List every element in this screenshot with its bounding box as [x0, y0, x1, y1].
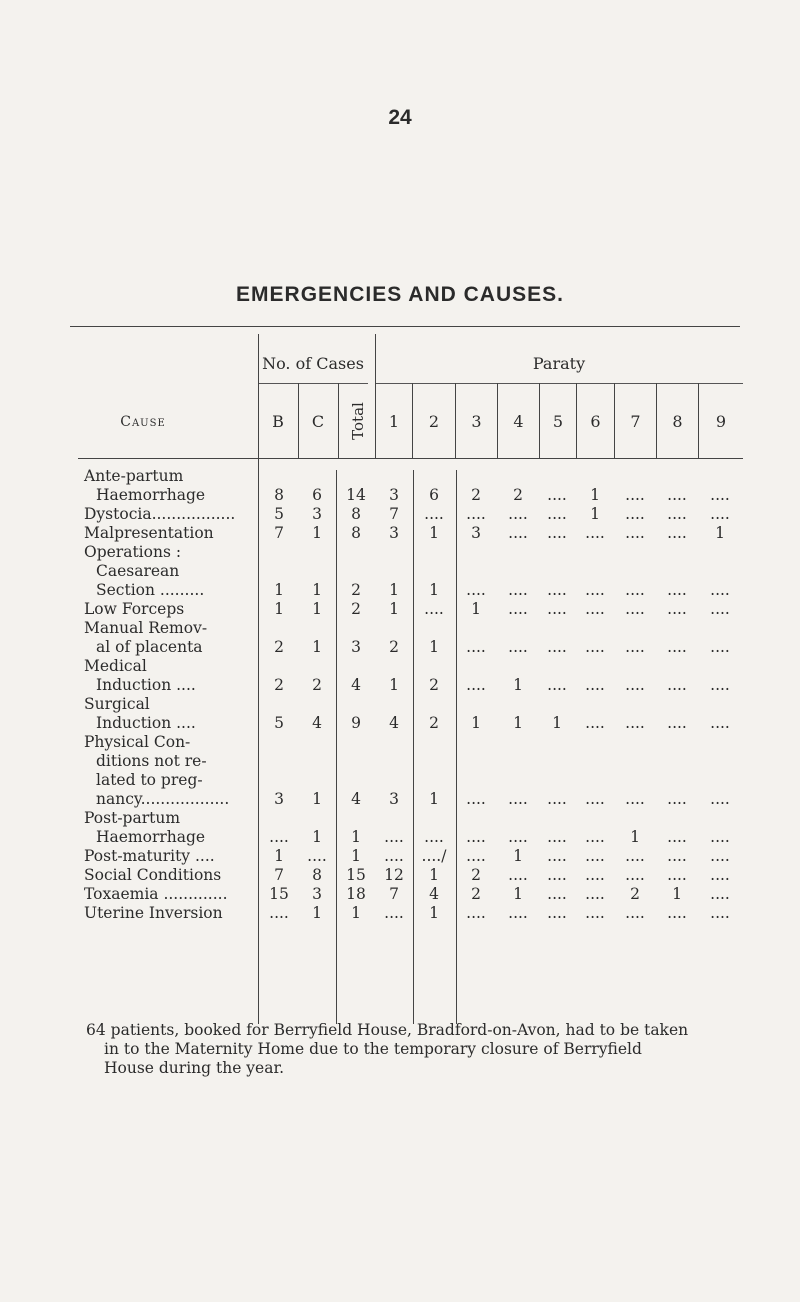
- table-row: [0, 676, 800, 695]
- cell-p7: ....: [625, 790, 645, 808]
- cell-total: 3: [351, 638, 361, 656]
- table-top-rule: [70, 326, 740, 327]
- header-parity-4: 4: [513, 412, 524, 431]
- cell-p6: ....: [585, 790, 605, 808]
- table-row: [0, 638, 800, 657]
- cell-p2: 2: [429, 714, 439, 732]
- cell-p9: ....: [710, 638, 730, 656]
- header-parity-3: 3: [471, 412, 482, 431]
- cell-c: 3: [312, 885, 322, 903]
- header-parity-2: 2: [428, 412, 440, 431]
- cell-p9: ....: [710, 885, 730, 903]
- table-row: [0, 885, 800, 904]
- cell-p4: 1: [513, 885, 523, 903]
- cell-b: 5: [274, 714, 284, 732]
- cell-p7: ....: [625, 866, 645, 884]
- cell-c: 1: [312, 524, 322, 542]
- cell-b: 1: [274, 847, 284, 865]
- cause-label: nancy..................: [96, 790, 230, 808]
- cell-p8: ....: [667, 676, 687, 694]
- cell-p9: ....: [710, 828, 730, 846]
- cell-p6: ....: [585, 847, 605, 865]
- cell-total: 4: [351, 676, 361, 694]
- cell-p4: ....: [508, 524, 528, 542]
- cell-p7: ....: [625, 581, 645, 599]
- header-parity-8: 8: [672, 412, 683, 431]
- cell-p3: 1: [471, 600, 481, 618]
- cell-p6: ....: [585, 676, 605, 694]
- cell-p9: ....: [710, 581, 730, 599]
- cell-total: 1: [351, 904, 361, 922]
- header-b: B: [272, 412, 284, 431]
- cell-b: 5: [274, 505, 284, 523]
- divider-total: [375, 334, 376, 458]
- cell-p8: ....: [667, 904, 687, 922]
- cell-b: ....: [269, 828, 289, 846]
- cell-p8: ....: [667, 790, 687, 808]
- header-c: C: [311, 412, 325, 431]
- cause-label: Ante-partum: [84, 467, 184, 485]
- cell-c: 1: [312, 638, 322, 656]
- cases-sub-rule: [258, 383, 368, 384]
- table-row: [0, 790, 800, 809]
- table-row: [0, 771, 800, 790]
- cell-p9: ....: [710, 790, 730, 808]
- cell-p3: 2: [471, 486, 481, 504]
- cell-p6: ....: [585, 828, 605, 846]
- cell-p2: ....: [424, 828, 444, 846]
- cell-b: 8: [274, 486, 284, 504]
- cell-p9: ....: [710, 505, 730, 523]
- cell-p7: ....: [625, 847, 645, 865]
- cell-p1: 3: [389, 524, 399, 542]
- cell-p2: ....: [424, 600, 444, 618]
- cell-p1: ....: [384, 828, 404, 846]
- cause-label: Post-partum: [84, 809, 181, 827]
- header-total: Total: [349, 402, 367, 440]
- cell-p7: ....: [625, 600, 645, 618]
- cell-p8: ....: [667, 600, 687, 618]
- cell-p3: ....: [466, 638, 486, 656]
- cell-p8: ....: [667, 866, 687, 884]
- cell-p6: ....: [585, 638, 605, 656]
- cell-p6: ....: [585, 600, 605, 618]
- cell-total: 8: [351, 524, 361, 542]
- table-row: [0, 467, 800, 486]
- cause-label: Haemorrhage: [96, 828, 206, 846]
- cell-p9: ....: [710, 486, 730, 504]
- cell-p3: ....: [466, 676, 486, 694]
- table-header-rule: [78, 458, 743, 459]
- cell-c: 1: [312, 581, 322, 599]
- cell-b: 2: [274, 676, 284, 694]
- cell-p7: ....: [625, 714, 645, 732]
- parity-sub-rule: [375, 383, 743, 384]
- cell-p5: ....: [547, 847, 567, 865]
- table-row: [0, 714, 800, 733]
- footnote-line-2: in to the Maternity Home due to the temporary closure of Berryfield: [104, 1040, 642, 1058]
- table-row: [0, 657, 800, 676]
- cell-p5: ....: [547, 600, 567, 618]
- cell-p4: 1: [513, 847, 523, 865]
- header-cause: Cause: [120, 414, 166, 430]
- cell-p9: ....: [710, 676, 730, 694]
- table-row: [0, 505, 800, 524]
- table-row: [0, 809, 800, 828]
- cell-p6: ....: [585, 866, 605, 884]
- header-parity-9: 9: [715, 412, 727, 431]
- cell-p5: ....: [547, 790, 567, 808]
- cell-p6: ....: [585, 885, 605, 903]
- cell-p1: 1: [389, 581, 399, 599]
- cell-p4: ....: [508, 638, 528, 656]
- divider-c: [338, 383, 339, 458]
- table-row: [0, 828, 800, 847]
- cell-p2: ....: [424, 505, 444, 523]
- cell-total: 15: [346, 866, 366, 884]
- cell-p7: ....: [625, 505, 645, 523]
- cell-b: 1: [274, 581, 284, 599]
- cell-total: 18: [346, 885, 366, 903]
- cause-label: Section .........: [96, 581, 205, 599]
- cell-p1: 4: [389, 714, 399, 732]
- cell-p4: ....: [508, 828, 528, 846]
- cell-p6: ....: [585, 904, 605, 922]
- cell-c: 8: [312, 866, 322, 884]
- header-parity-5: 5: [552, 412, 564, 431]
- header-parity-1: 1: [388, 412, 400, 431]
- cell-p1: 1: [389, 676, 399, 694]
- cell-p6: 1: [590, 486, 600, 504]
- cause-label: Malpresentation: [84, 524, 214, 542]
- cell-c: ....: [307, 847, 327, 865]
- cell-p2: 2: [429, 676, 439, 694]
- cell-p7: ....: [625, 524, 645, 542]
- cell-p8: ....: [667, 638, 687, 656]
- cell-total: 2: [351, 581, 361, 599]
- cell-p6: ....: [585, 524, 605, 542]
- cell-p3: 2: [471, 885, 481, 903]
- cell-p5: 1: [552, 714, 562, 732]
- cell-p1: ....: [384, 847, 404, 865]
- cell-p4: 1: [513, 676, 523, 694]
- cell-p5: ....: [547, 828, 567, 846]
- cell-p8: ....: [667, 486, 687, 504]
- cell-p7: 1: [630, 828, 640, 846]
- cause-label: Medical: [84, 657, 147, 675]
- cause-label: Low Forceps: [84, 600, 185, 618]
- cell-p6: ....: [585, 714, 605, 732]
- cell-p9: 1: [715, 524, 725, 542]
- cell-p8: ....: [667, 828, 687, 846]
- cell-p5: ....: [547, 524, 567, 542]
- cell-p7: ....: [625, 638, 645, 656]
- cell-total: 1: [351, 847, 361, 865]
- header-parity-7: 7: [630, 412, 641, 431]
- cell-p2: 6: [429, 486, 439, 504]
- cause-label: Physical Con-: [84, 733, 191, 751]
- cause-label: Uterine Inversion: [84, 904, 223, 922]
- cell-c: 2: [312, 676, 322, 694]
- cell-b: 3: [274, 790, 284, 808]
- cell-p4: ....: [508, 790, 528, 808]
- cause-label: Haemorrhage: [96, 486, 206, 504]
- table-row: [0, 486, 800, 505]
- cell-p2: 4: [429, 885, 439, 903]
- cell-p3: ....: [466, 790, 486, 808]
- cell-p8: ....: [667, 714, 687, 732]
- cell-p4: ....: [508, 904, 528, 922]
- cell-b: 2: [274, 638, 284, 656]
- cell-p2: 1: [429, 790, 439, 808]
- cell-p1: 7: [389, 885, 399, 903]
- table-row: [0, 752, 800, 771]
- cell-p3: 1: [471, 714, 481, 732]
- cell-p9: ....: [710, 866, 730, 884]
- cell-p1: 1: [389, 600, 399, 618]
- cause-label: ditions not re-: [96, 752, 207, 770]
- table-row: [0, 619, 800, 638]
- table-row: [0, 695, 800, 714]
- cell-p8: ....: [667, 505, 687, 523]
- cell-p1: 12: [384, 866, 404, 884]
- header-parity-6: 6: [590, 412, 601, 431]
- cause-label: Surgical: [84, 695, 150, 713]
- cell-p2: 1: [429, 524, 439, 542]
- cell-p4: 2: [513, 486, 523, 504]
- table-row: [0, 581, 800, 600]
- cell-p3: ....: [466, 904, 486, 922]
- cell-p5: ....: [547, 904, 567, 922]
- cell-p2: 1: [429, 904, 439, 922]
- table-row: [0, 543, 800, 562]
- cause-label: Dystocia.................: [84, 505, 236, 523]
- cell-p3: 3: [471, 524, 481, 542]
- footnote-line-3: House during the year.: [104, 1059, 285, 1077]
- cell-c: 1: [312, 828, 322, 846]
- cell-p5: ....: [547, 581, 567, 599]
- cell-p9: ....: [710, 904, 730, 922]
- cell-p8: ....: [667, 581, 687, 599]
- cell-p5: ....: [547, 505, 567, 523]
- cell-p3: 2: [471, 866, 481, 884]
- cell-p4: ....: [508, 866, 528, 884]
- cell-c: 1: [312, 904, 322, 922]
- cell-p3: ....: [466, 581, 486, 599]
- cell-c: 3: [312, 505, 322, 523]
- cell-p6: 1: [590, 505, 600, 523]
- cell-c: 1: [312, 790, 322, 808]
- cell-p1: ....: [384, 904, 404, 922]
- cell-p2: 1: [429, 866, 439, 884]
- cell-p2: 1: [429, 581, 439, 599]
- cell-p7: ....: [625, 486, 645, 504]
- cause-label: lated to preg-: [96, 771, 203, 789]
- cell-b: 15: [269, 885, 289, 903]
- cause-label: al of placenta: [96, 638, 203, 656]
- cell-total: 1: [351, 828, 361, 846]
- cause-label: Operations :: [84, 543, 182, 561]
- cell-p1: 3: [389, 486, 399, 504]
- cause-label: Induction ....: [96, 714, 196, 732]
- cell-p8: ....: [667, 524, 687, 542]
- cell-p7: ....: [625, 904, 645, 922]
- cell-p9: ....: [710, 600, 730, 618]
- cell-p3: ....: [466, 505, 486, 523]
- cell-total: 14: [346, 486, 366, 504]
- cell-p4: 1: [513, 714, 523, 732]
- table-row: [0, 524, 800, 543]
- cell-c: 4: [312, 714, 322, 732]
- cell-b: ....: [269, 904, 289, 922]
- cell-p7: 2: [630, 885, 640, 903]
- cell-b: 7: [274, 524, 284, 542]
- table-row: [0, 866, 800, 885]
- cell-p4: ....: [508, 600, 528, 618]
- table-row: [0, 600, 800, 619]
- cell-total: 2: [351, 600, 361, 618]
- cell-p2: ..../: [421, 847, 447, 865]
- table-row: [0, 847, 800, 866]
- cell-p1: 7: [389, 505, 399, 523]
- cell-p4: ....: [508, 581, 528, 599]
- cause-label: Caesarean: [96, 562, 180, 580]
- cause-label: Induction ....: [96, 676, 196, 694]
- cause-label: Social Conditions: [84, 866, 222, 884]
- cell-c: 6: [312, 486, 322, 504]
- cell-p4: ....: [508, 505, 528, 523]
- cell-total: 9: [351, 714, 361, 732]
- cell-p1: 2: [389, 638, 399, 656]
- cell-p9: ....: [710, 714, 730, 732]
- footnote: [86, 1021, 766, 1078]
- page-title: EMERGENCIES AND CAUSES.: [236, 283, 564, 306]
- cell-p6: ....: [585, 581, 605, 599]
- header-no-of-cases: No. of Cases: [262, 354, 364, 373]
- cell-c: 1: [312, 600, 322, 618]
- cell-p3: ....: [466, 847, 486, 865]
- cell-p5: ....: [547, 676, 567, 694]
- cell-p5: ....: [547, 638, 567, 656]
- page-number: 24: [388, 106, 412, 129]
- cell-p8: ....: [667, 847, 687, 865]
- cell-total: 4: [351, 790, 361, 808]
- cell-p5: ....: [547, 486, 567, 504]
- cause-label: Post-maturity ....: [84, 847, 215, 865]
- cell-b: 7: [274, 866, 284, 884]
- cell-p8: 1: [672, 885, 682, 903]
- table-row: [0, 733, 800, 752]
- cell-p3: ....: [466, 828, 486, 846]
- cause-label: Manual Remov-: [84, 619, 208, 637]
- footnote-line-1: 64 patients, booked for Berryfield House, Bradford-on-Avon, had to be taken: [86, 1021, 689, 1039]
- cell-p5: ....: [547, 866, 567, 884]
- cell-p1: 3: [389, 790, 399, 808]
- cell-total: 8: [351, 505, 361, 523]
- header-parity: Paraty: [532, 354, 586, 373]
- cell-p2: 1: [429, 638, 439, 656]
- cause-label: Toxaemia .............: [84, 885, 228, 903]
- table-row: [0, 562, 800, 581]
- cell-b: 1: [274, 600, 284, 618]
- cell-p7: ....: [625, 676, 645, 694]
- table-row: [0, 904, 800, 923]
- cell-p9: ....: [710, 847, 730, 865]
- cell-p5: ....: [547, 885, 567, 903]
